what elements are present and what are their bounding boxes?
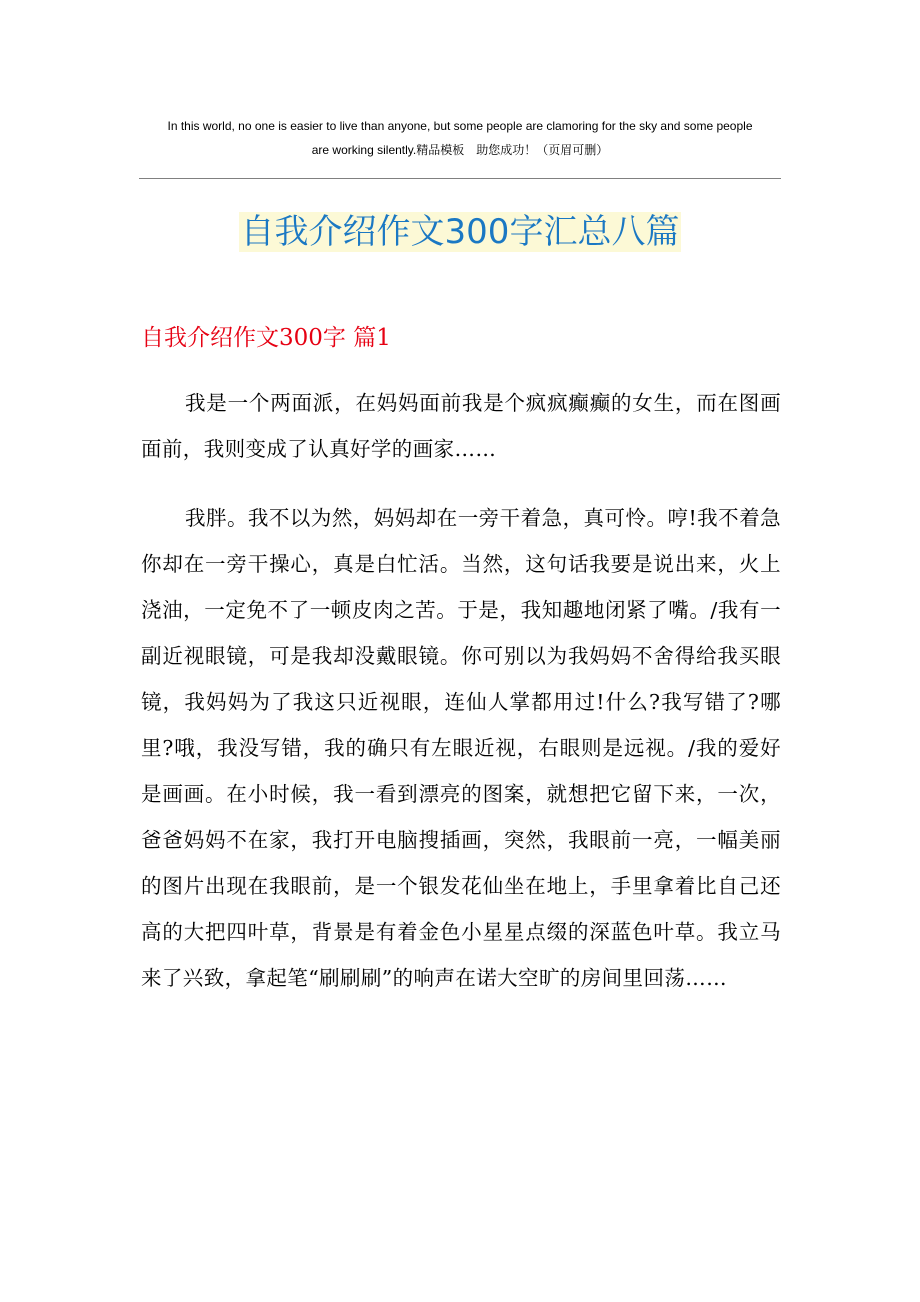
header-line-1: In this world, no one is easier to live than anyone, but some people are clamoring for the sky and some people [167,119,753,133]
paragraph-2: 我胖。我不以为然，妈妈却在一旁干着急，真可怜。哼!我不着急你却在一旁干操心，真是白忙活。当然，这句话我要是说出来，火上浇油，一定免不了一顿皮肉之苦。于是，我知趣地闭紧了嘴。/我有一副近视眼镜，可是我却没戴眼镜。你可别以为我妈妈不舍得给我买眼镜，我妈妈为了我这只近视眼，连仙人掌都用过!什么?我写错了?哪里?哦，我没写错，我的确只有左眼近视，右眼则是远视。/我的爱好是画画。在小时候，我一看到漂亮的图案，就想把它留下来，一次，爸爸妈妈不在家，我打开电脑搜插画，突然，我眼前一亮，一幅美丽的图片出现在我眼前，是一个银发花仙坐在地上，手里拿着比自己还高的大把四叶草，背景是有着金色小星星点缀的深蓝色叶草。我立马来了兴致，拿起笔“刷刷刷”的响声在诺大空旷的房间里回荡…… [141,506,781,990]
document-title-text: 自我介绍作文300字汇总八篇 [240,212,680,252]
header-divider [139,178,781,179]
header-line-2: are working silently.精品模板 助您成功！（页眉可删） [311,143,609,157]
paragraph-1: 我是一个两面派，在妈妈面前我是个疯疯癫癫的女生，而在图画面前，我则变成了认真好学的画家…… [141,391,781,461]
section-heading: 自我介绍作文300字 篇1 [141,325,391,351]
page-header [140,114,780,162]
document-title [0,206,920,258]
